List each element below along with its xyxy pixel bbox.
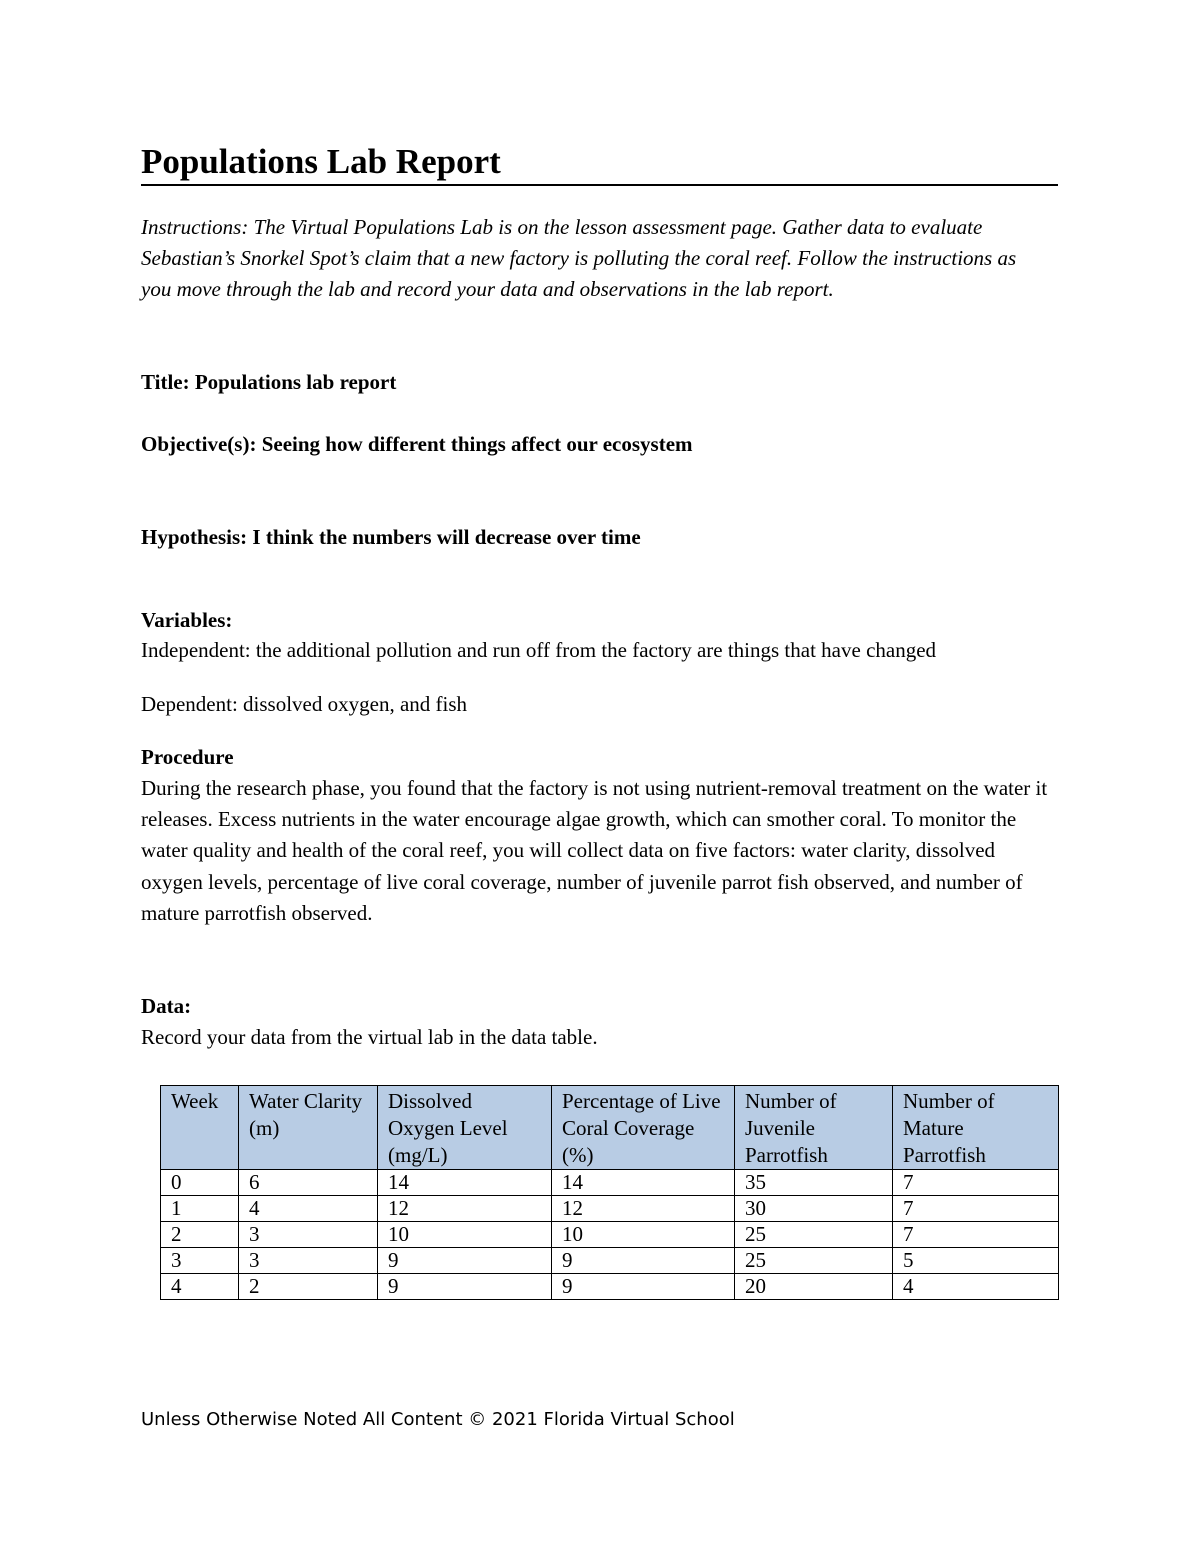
header-week: Week xyxy=(161,1086,239,1170)
table-cell: 30 xyxy=(735,1196,893,1222)
table-row xyxy=(161,1248,1059,1274)
table-cell: 2 xyxy=(161,1222,239,1248)
header-water-clarity: Water Clarity (m) xyxy=(239,1086,378,1170)
table-cell: 9 xyxy=(552,1248,735,1274)
independent-variable: Independent: the additional pollution and run off from the factory are things that have changed xyxy=(141,638,937,662)
table-row xyxy=(161,1170,1059,1196)
page-title: Populations Lab Report xyxy=(141,140,1058,186)
table-cell: 4 xyxy=(161,1274,239,1300)
table-cell: 7 xyxy=(893,1222,1059,1248)
table-cell: 25 xyxy=(735,1248,893,1274)
objective-field: Objective(s): Seeing how different things affect our ecosystem xyxy=(141,432,693,456)
instructions-text: Instructions: The Virtual Populations Lab is on the lesson assessment page. Gather data to evaluate Sebastian’s Snorkel Spot’s claim that a new factory is polluting the coral reef. Follow the instructions as you move through the lab and record your data and observations in the lab report. xyxy=(141,215,1017,301)
table-cell: 10 xyxy=(552,1222,735,1248)
table-cell: 12 xyxy=(552,1196,735,1222)
table-cell: 1 xyxy=(161,1196,239,1222)
table-header-row xyxy=(161,1086,1059,1170)
data-table xyxy=(160,1085,1059,1300)
table-row xyxy=(161,1274,1059,1300)
table-cell: 4 xyxy=(893,1274,1059,1300)
table-cell: 14 xyxy=(378,1170,552,1196)
header-live-coral: Percentage of Live Coral Coverage (%) xyxy=(552,1086,735,1170)
title-field: Title: Populations lab report xyxy=(141,370,397,394)
data-instruction: Record your data from the virtual lab in the data table. xyxy=(141,1025,598,1049)
table-cell: 9 xyxy=(552,1274,735,1300)
table-cell: 12 xyxy=(378,1196,552,1222)
table-cell: 20 xyxy=(735,1274,893,1300)
table-cell: 6 xyxy=(239,1170,378,1196)
table-cell: 5 xyxy=(893,1248,1059,1274)
table-cell: 2 xyxy=(239,1274,378,1300)
table-cell: 10 xyxy=(378,1222,552,1248)
procedure-heading: Procedure xyxy=(141,745,234,769)
table-cell: 3 xyxy=(161,1248,239,1274)
table-cell: 7 xyxy=(893,1170,1059,1196)
table-cell: 3 xyxy=(239,1248,378,1274)
table-cell: 35 xyxy=(735,1170,893,1196)
table-cell: 4 xyxy=(239,1196,378,1222)
table-cell: 3 xyxy=(239,1222,378,1248)
header-juvenile-parrotfish: Number of Juvenile Parrotfish xyxy=(735,1086,893,1170)
header-dissolved-oxygen: Dissolved Oxygen Level (mg/L) xyxy=(378,1086,552,1170)
data-heading: Data: xyxy=(141,994,192,1018)
table-cell: 9 xyxy=(378,1274,552,1300)
table-cell: 7 xyxy=(893,1196,1059,1222)
dependent-variable: Dependent: dissolved oxygen, and fish xyxy=(141,692,468,716)
footer-copyright: Unless Otherwise Noted All Content © 2021 Florida Virtual School xyxy=(141,1409,735,1430)
table-cell: 9 xyxy=(378,1248,552,1274)
procedure-text: During the research phase, you found that the factory is not using nutrient-removal treatment on the water it releases. Excess nutrients in the water encourage algae growth, which can smother coral. To monitor the water quality and health of the coral reef, you will collect data on five factors: water clarity, dissolved oxygen levels, percentage of live coral coverage, number of juvenile parrot fish observed, and number of mature parrotfish observed. xyxy=(141,776,1048,925)
table-cell: 25 xyxy=(735,1222,893,1248)
table-cell: 14 xyxy=(552,1170,735,1196)
table-cell: 0 xyxy=(161,1170,239,1196)
hypothesis-field: Hypothesis: I think the numbers will decrease over time xyxy=(141,525,641,549)
table-row xyxy=(161,1196,1059,1222)
table-row xyxy=(161,1222,1059,1248)
header-mature-parrotfish: Number of Mature Parrotfish xyxy=(893,1086,1059,1170)
variables-heading: Variables: xyxy=(141,608,233,632)
